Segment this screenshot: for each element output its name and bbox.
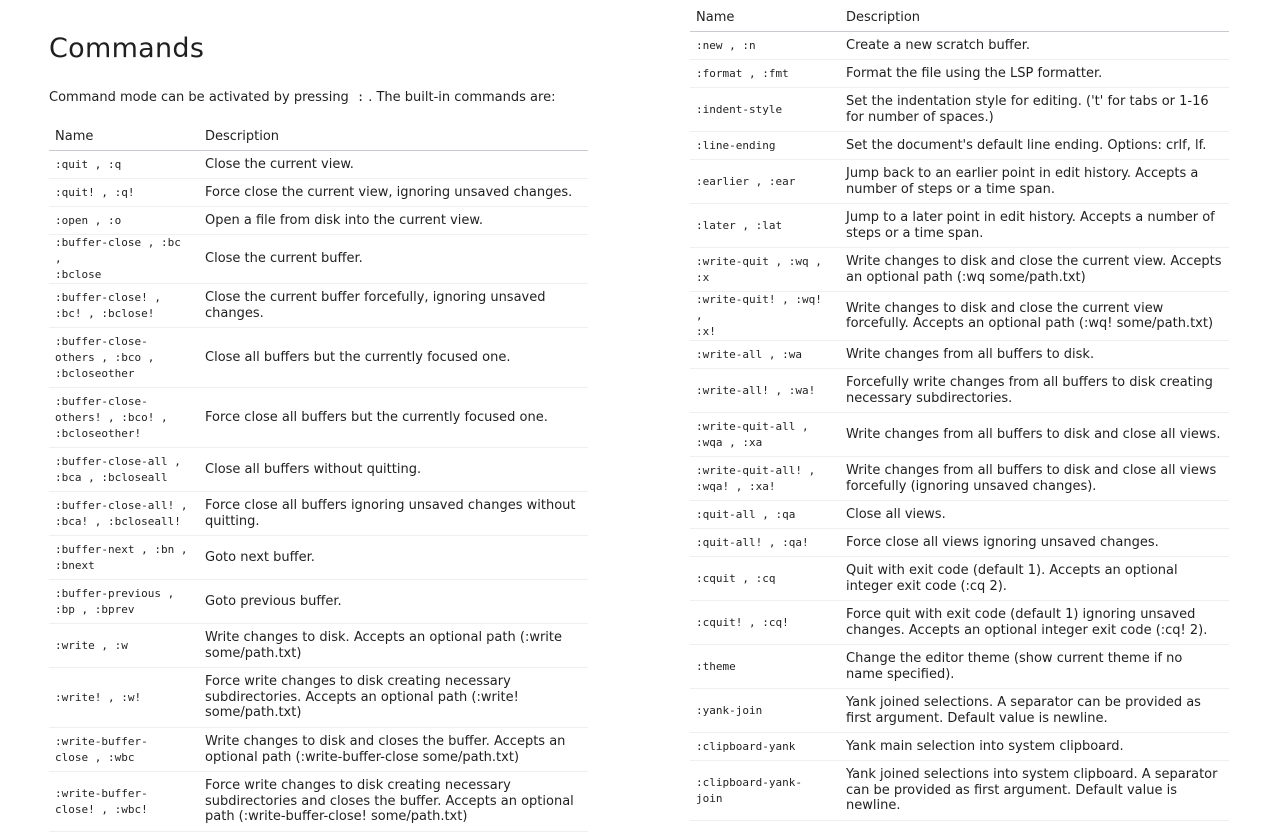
command-description: Force quit with exit code (default 1) ignoring unsaved changes. Accepts an optional integer exit code (:cq! 2). (840, 601, 1229, 645)
table-row (690, 248, 1229, 292)
name-column-header: Name (49, 123, 199, 151)
command-name (690, 761, 840, 821)
command-name-text: :cquit! , :cq! (696, 615, 789, 629)
command-description: Force write changes to disk creating necessary subdirectories and closes the buffer. Accepts an optional path (:write-buffer-close! some/path.txt) (199, 772, 588, 832)
table-row (690, 369, 1229, 413)
table-header-row (49, 123, 588, 151)
command-name (690, 645, 840, 689)
table-row (690, 204, 1229, 248)
command-name-text: :earlier , :ear (696, 174, 796, 188)
command-name (690, 160, 840, 204)
table-row (690, 32, 1229, 60)
command-description: Quit with exit code (default 1). Accepts an optional integer exit code (:cq 2). (840, 557, 1229, 601)
table-row (49, 492, 588, 536)
command-name-text: :write-quit-all! , :wqa! , :xa! (696, 463, 816, 493)
command-name (690, 557, 840, 601)
command-description: Force close all views ignoring unsaved changes. (840, 529, 1229, 557)
table-row (690, 601, 1229, 645)
command-name-text: :quit! , :q! (55, 185, 135, 199)
description-column-header: Description (199, 123, 588, 151)
table-row (690, 413, 1229, 457)
command-name-text: :buffer-close , :bc , :bclose (55, 236, 181, 281)
table-row (49, 284, 588, 328)
command-name (690, 204, 840, 248)
table-row (690, 292, 1229, 341)
command-name-text: :new , :n (696, 38, 756, 52)
command-name-text: :open , :o (55, 213, 122, 227)
command-name (690, 501, 840, 529)
table-row (49, 448, 588, 492)
command-name (49, 624, 199, 668)
command-description: Yank joined selections. A separator can be provided as first argument. Default value is newline. (840, 689, 1229, 733)
table-row (690, 733, 1229, 761)
command-name-text: :buffer-close! , :bc! , :bclose! (55, 290, 161, 320)
command-name-text: :theme (696, 659, 736, 673)
command-description: Jump to a later point in edit history. Accepts a number of steps or a time span. (840, 204, 1229, 248)
command-name (49, 328, 199, 388)
command-name (49, 388, 199, 448)
command-name-text: :write-all , :wa (696, 347, 802, 361)
command-name (690, 601, 840, 645)
command-name (49, 772, 199, 832)
command-description: Goto previous buffer. (199, 580, 588, 624)
command-name (49, 207, 199, 235)
command-name-text: :write! , :w! (55, 690, 142, 704)
command-name (690, 413, 840, 457)
intro-text-before: Command mode can be activated by pressing (49, 90, 349, 105)
command-name (49, 179, 199, 207)
command-name-text: :format , :fmt (696, 66, 789, 80)
command-name (690, 32, 840, 60)
command-name-text: :buffer-next , :bn , :bnext (55, 542, 188, 572)
command-description: Close all views. (840, 501, 1229, 529)
command-description: Jump back to an earlier point in edit history. Accepts a number of steps or a time span. (840, 160, 1229, 204)
table-row (49, 235, 588, 284)
command-name-text: :buffer-close-all! , :bca! , :bcloseall! (55, 498, 188, 528)
table-row (690, 88, 1229, 132)
table-row (49, 151, 588, 179)
command-name-text: :buffer-close-all , :bca , :bcloseall (55, 454, 181, 484)
table-row (690, 689, 1229, 733)
command-description: Write changes to disk. Accepts an optional path (:write some/path.txt) (199, 624, 588, 668)
command-name (690, 248, 840, 292)
command-name-text: :line-ending (696, 138, 776, 152)
command-name (690, 733, 840, 761)
command-name (690, 132, 840, 160)
command-name (49, 536, 199, 580)
command-name-text: :write-quit! , :wq! , :x! (696, 293, 822, 338)
command-name-text: :write-quit-all , :wqa , :xa (696, 419, 809, 449)
intro-text-after: . The built-in commands are: (368, 90, 556, 105)
table-row (49, 536, 588, 580)
command-name-text: :write-all! , :wa! (696, 383, 816, 397)
command-name-text: :later , :lat (696, 218, 783, 232)
table-row (49, 772, 588, 832)
table-row (49, 328, 588, 388)
command-description: Format the file using the LSP formatter. (840, 60, 1229, 88)
command-description: Create a new scratch buffer. (840, 32, 1229, 60)
table-row (49, 207, 588, 235)
command-description: Force close all buffers but the currently focused one. (199, 388, 588, 448)
command-name-text: :quit , :q (55, 157, 122, 171)
command-description: Yank main selection into system clipboard. (840, 733, 1229, 761)
table-row (690, 761, 1229, 821)
table-row (690, 529, 1229, 557)
command-name-text: :quit-all , :qa (696, 507, 796, 521)
command-name (49, 580, 199, 624)
command-key: : (356, 90, 365, 104)
table-row (49, 668, 588, 728)
command-name (49, 151, 199, 179)
command-name-text: :buffer-close- others , :bco , :bcloseother (55, 334, 155, 380)
table-row (49, 580, 588, 624)
page-title: Commands (49, 33, 205, 64)
command-name (49, 668, 199, 728)
command-name-text: :buffer-close- others! , :bco! , :bcloseother! (55, 394, 168, 440)
command-name-text: :indent-style (696, 102, 783, 116)
command-description: Write changes from all buffers to disk. (840, 341, 1229, 369)
table-row (690, 132, 1229, 160)
commands-table-left-body (49, 151, 588, 832)
commands-table-left (49, 123, 588, 832)
command-name-text: :clipboard-yank (696, 739, 796, 753)
table-row (690, 160, 1229, 204)
command-name-text: :buffer-previous , :bp , :bprev (55, 586, 175, 616)
command-description: Force close all buffers ignoring unsaved changes without quitting. (199, 492, 588, 536)
command-name-text: :yank-join (696, 703, 763, 717)
command-description: Write changes to disk and closes the buffer. Accepts an optional path (:write-buffer-close some/path.txt) (199, 728, 588, 772)
command-description: Change the editor theme (show current theme if no name specified). (840, 645, 1229, 689)
table-row (690, 501, 1229, 529)
command-name (49, 728, 199, 772)
command-description: Write changes from all buffers to disk and close all views forcefully (ignoring unsaved changes). (840, 457, 1229, 501)
command-name (690, 457, 840, 501)
command-name-text: :write-quit , :wq , :x (696, 254, 822, 284)
command-name-text: :write-buffer- close , :wbc (55, 734, 148, 764)
command-name (690, 88, 840, 132)
command-name (690, 60, 840, 88)
command-name (690, 292, 840, 341)
command-name (690, 529, 840, 557)
command-description: Close all buffers without quitting. (199, 448, 588, 492)
command-description: Close all buffers but the currently focused one. (199, 328, 588, 388)
table-row (690, 645, 1229, 689)
table-row (690, 60, 1229, 88)
commands-table-right (690, 4, 1229, 821)
table-header-row (690, 4, 1229, 32)
name-column-header: Name (690, 4, 840, 32)
table-row (49, 728, 588, 772)
command-description: Forcefully write changes from all buffers to disk creating necessary subdirectories. (840, 369, 1229, 413)
command-name (49, 492, 199, 536)
commands-table-right-body (690, 32, 1229, 821)
intro-paragraph (49, 90, 555, 105)
command-name (49, 235, 199, 284)
command-name (49, 284, 199, 328)
command-name-text: :clipboard-yank- join (696, 775, 802, 805)
command-name-text: :write , :w (55, 638, 128, 652)
command-description: Force write changes to disk creating necessary subdirectories. Accepts an optional path (:write! some/path.txt) (199, 668, 588, 728)
table-row (690, 341, 1229, 369)
command-description: Force close the current view, ignoring unsaved changes. (199, 179, 588, 207)
command-description: Write changes to disk and close the current view forcefully. Accepts an optional path (:wq! some/path.txt) (840, 292, 1229, 341)
command-description: Set the document's default line ending. Options: crlf, lf. (840, 132, 1229, 160)
command-name-text: :write-buffer- close! , :wbc! (55, 786, 148, 816)
command-name-text: :quit-all! , :qa! (696, 535, 809, 549)
command-description: Close the current view. (199, 151, 588, 179)
command-name (690, 341, 840, 369)
table-row (690, 557, 1229, 601)
command-name (49, 448, 199, 492)
command-description: Write changes to disk and close the current view. Accepts an optional path (:wq some/path.txt) (840, 248, 1229, 292)
command-description: Write changes from all buffers to disk and close all views. (840, 413, 1229, 457)
command-description: Goto next buffer. (199, 536, 588, 580)
table-row (49, 388, 588, 448)
command-description: Set the indentation style for editing. ('t' for tabs or 1-16 for number of spaces.) (840, 88, 1229, 132)
command-description: Yank joined selections into system clipboard. A separator can be provided as first argument. Default value is newline. (840, 761, 1229, 821)
table-row (49, 624, 588, 668)
table-row (49, 179, 588, 207)
command-name (690, 369, 840, 413)
table-row (690, 457, 1229, 501)
command-description: Open a file from disk into the current view. (199, 207, 588, 235)
command-description: Close the current buffer forcefully, ignoring unsaved changes. (199, 284, 588, 328)
description-column-header: Description (840, 4, 1229, 32)
command-description: Close the current buffer. (199, 235, 588, 284)
command-name (690, 689, 840, 733)
command-name-text: :cquit , :cq (696, 571, 776, 585)
